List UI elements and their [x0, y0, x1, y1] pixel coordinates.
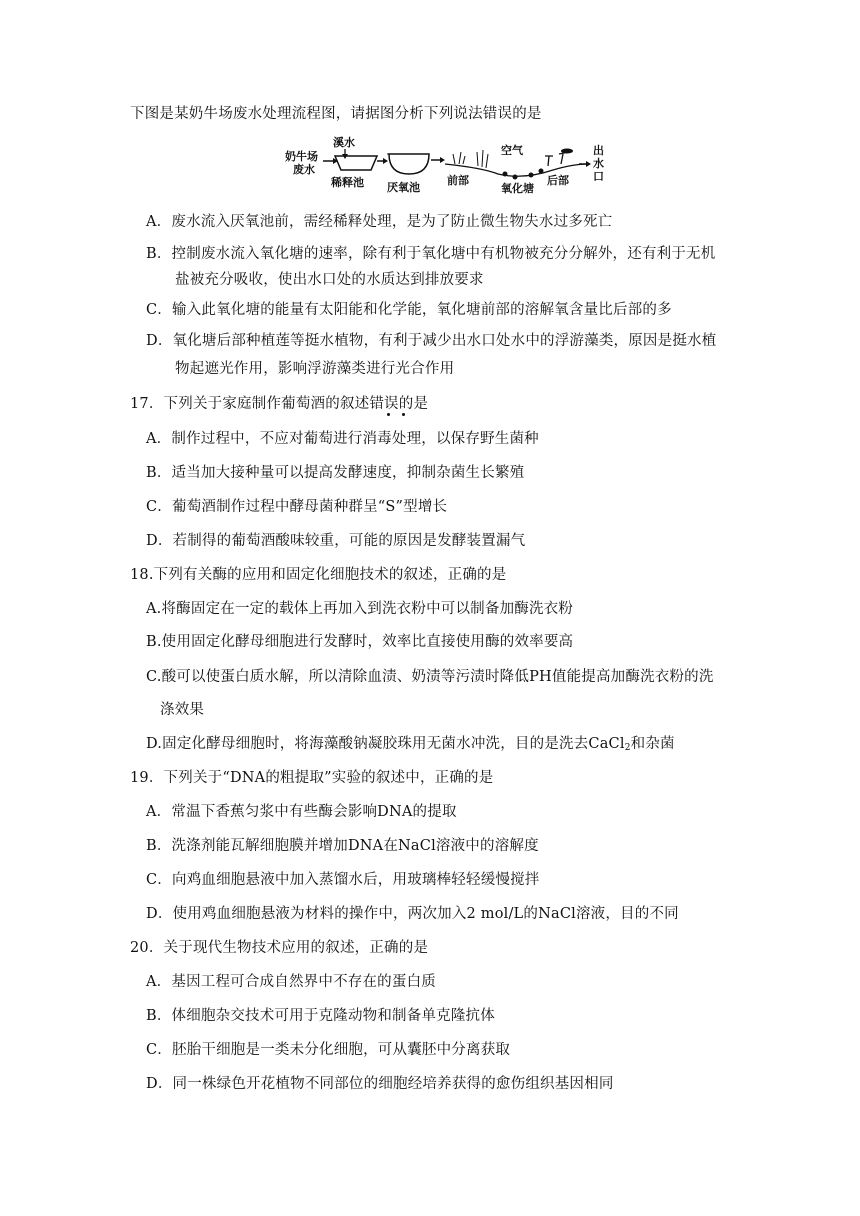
stream-label: 溪水	[333, 136, 355, 149]
q16-option-d-line2: 物起遮光作用，影响浮游藻类进行光合作用	[175, 361, 455, 377]
algae-4	[539, 169, 544, 174]
q18-option-b: B.使用固定化酵母细胞进行发酵时，效率比直接使用酶的效率要高	[146, 634, 574, 650]
dilution-label: 稀释池	[331, 176, 364, 189]
arrow-head-4	[586, 161, 591, 167]
q20-option-d: D．同一株绿色开花植物不同部位的细胞经培养获得的愈伤组织基因相同	[146, 1076, 614, 1092]
q16-option-b-line2: 盐被充分吸收，使出水口处的水质达到排放要求	[175, 272, 484, 288]
q19-option-a: A．常温下香蕉匀浆中有些酶会影响DNA的提取	[146, 804, 457, 820]
q18-stem: 18.下列有关酶的应用和固定化细胞技术的叙述，正确的是	[130, 567, 507, 583]
q20-option-b: B．体细胞杂交技术可用于克隆动物和制备单克隆抗体	[146, 1008, 495, 1024]
q19-stem: 19．下列关于“DNA的粗提取”实验的叙述中，正确的是	[130, 770, 494, 786]
farm-label-1: 奶牛场	[285, 150, 318, 163]
q16-option-a: A．废水流入厌氧池前，需经稀释处理，是为了防止微生物失水过多死亡	[146, 214, 613, 230]
q18-option-d-end: 和杂菌	[630, 736, 675, 752]
q17-option-b: B．适当加大接种量可以提高发酵速度，抑制杂菌生长繁殖	[146, 465, 525, 481]
q19-option-d: D．使用鸡血细胞悬液为材料的操作中，两次加入2 mol/L的NaCl溶液，目的不同	[146, 906, 679, 922]
dilution-tank	[335, 156, 377, 170]
q18-option-a: A.将酶固定在一定的载体上再加入到洗衣粉中可以制备加酶洗衣粉	[146, 601, 574, 617]
anaerobic-tank	[389, 154, 429, 174]
wastewater-flow-diagram	[283, 134, 613, 196]
farm-label-2: 废水	[293, 163, 315, 176]
arrow-head-2	[383, 158, 388, 164]
q20-option-a: A．基因工程可合成自然界中不存在的蛋白质	[146, 974, 436, 990]
algae-1	[503, 172, 508, 177]
subscript-2: 2	[624, 743, 631, 753]
q18-option-d-text: D.固定化酵母细胞时，将海藻酸钠凝胶珠用无菌水冲洗，目的是洗去CaCl	[146, 736, 625, 752]
q18-option-c-line1: C.酸可以使蛋白质水解，所以清除血渍、奶渍等污渍时降低PH值能提高加酶洗衣粉的洗	[146, 669, 714, 685]
outlet-label-3: 口	[593, 170, 604, 183]
q19-option-c: C．向鸡血细胞悬液中加入蒸馏水后，用玻璃棒轻轻缓慢搅拌	[146, 872, 540, 888]
emphasis-dot	[387, 413, 390, 416]
back-label: 后部	[547, 174, 569, 187]
reeds	[477, 150, 488, 168]
q19-option-b: B．洗涤剂能瓦解细胞膜并增加DNA在NaCl溶液中的溶解度	[146, 838, 539, 854]
q20-stem: 20．关于现代生物技术应用的叙述，正确的是	[130, 940, 429, 956]
plant-front	[453, 152, 465, 164]
q16-option-b-line1: B．控制废水流入氧化塘的速率，除有利于氧化塘中有机物被充分分解外，还有利于无机	[146, 246, 716, 262]
q16-option-c: C．输入此氧化塘的能量有太阳能和化学能，氧化塘前部的溶解氧含量比后部的多	[146, 302, 672, 318]
algae-3	[529, 173, 534, 178]
lotus-plant	[545, 152, 569, 166]
arrow-head-3	[440, 157, 445, 163]
q17-stem: 17．下列关于家庭制作葡萄酒的叙述错误的是	[130, 396, 429, 412]
q16-option-d-line1: D．氧化塘后部种植莲等挺水植物，有利于减少出水口处水中的浮游藻类，原因是挺水植	[146, 333, 717, 349]
emphasis-dot	[402, 413, 405, 416]
front-label: 前部	[447, 174, 469, 187]
outlet-label-2: 水	[593, 157, 604, 170]
q17-option-c: C．葡萄酒制作过程中酵母菌种群呈“S”型增长	[146, 499, 448, 515]
q16-intro: 下图是某奶牛场废水处理流程图，请据图分析下列说法错误的是	[130, 106, 542, 122]
outlet-label-1: 出	[593, 144, 604, 157]
anaerobic-label: 厌氧池	[387, 181, 420, 194]
lotus-leaf	[561, 149, 573, 154]
air-label: 空气	[501, 144, 523, 157]
q17-option-a: A．制作过程中，不应对葡萄进行消毒处理，以保存野生菌种	[146, 431, 539, 447]
q18-option-c-line2: 涤效果	[160, 702, 205, 718]
q18-option-d	[146, 734, 675, 758]
q20-option-c: C．胚胎干细胞是一类未分化细胞，可从囊胚中分离获取	[146, 1042, 511, 1058]
q17-option-d: D．若制得的葡萄酒酸味较重，可能的原因是发酵装置漏气	[146, 533, 526, 549]
algae-2	[513, 175, 518, 180]
oxidation-label: 氧化塘	[501, 182, 534, 195]
